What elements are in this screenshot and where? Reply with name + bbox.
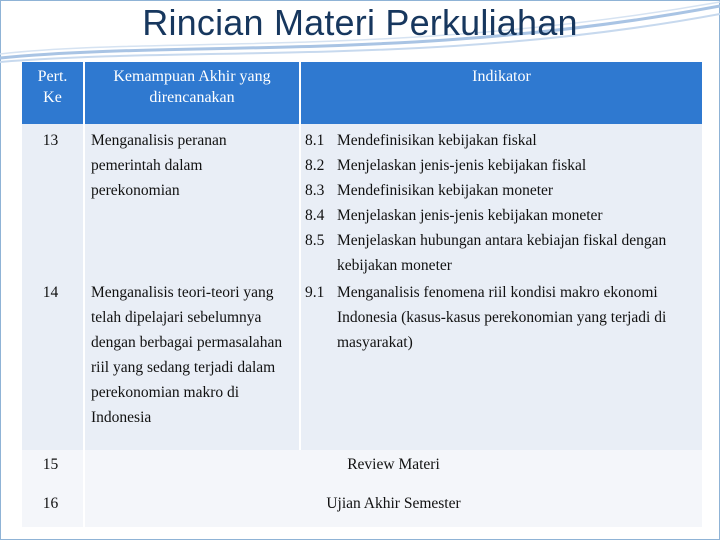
row-merged-content: Review Materi (84, 450, 702, 486)
row-indikator (300, 280, 702, 450)
materi-table (22, 62, 702, 527)
row-pert: 13 (22, 124, 84, 280)
table-header-row (22, 62, 702, 124)
indikator-item: 8.3 Mendefinisikan kebijakan moneter (305, 182, 554, 199)
header-kemampuan: Kemampuan Akhir yang direncanakan (84, 62, 300, 124)
row-pert: 15 (22, 450, 84, 486)
table-row (22, 280, 702, 450)
indikator-item: 8.2 Menjelaskan jenis-jenis kebijakan fiskal (305, 157, 587, 174)
indikator-item: 8.5 Menjelaskan hubungan antara kebiajan fiskal dengan kebijakan moneter (305, 232, 667, 274)
indikator-item: 9.1 Menganalisis fenomena riil kondisi makro ekonomi Indonesia (kasus-kasus perekonomian yang terjadi di masyarakat) (305, 284, 667, 351)
header-pert: Pert. Ke (22, 62, 84, 124)
row-pert: 14 (22, 280, 84, 450)
indikator-item: 8.4 Menjelaskan jenis-jenis kebijakan moneter (305, 207, 603, 224)
row-kemampuan: Menganalisis teori-teori yang telah dipelajari sebelumnya dengan berbagai permasalahan riil yang sedang terjadi dalam perekonomian makro di Indonesia (84, 280, 300, 450)
table-row (22, 450, 702, 486)
indikator-item: 8.1 Mendefinisikan kebijakan fiskal (305, 132, 537, 149)
row-indikator (300, 124, 702, 280)
table-row (22, 486, 702, 527)
table-row (22, 124, 702, 280)
page-title: Rincian Materi Perkuliahan (142, 2, 578, 43)
row-kemampuan: Menganalisis peranan pemerintah dalam perekonomian (84, 124, 300, 280)
row-merged-content: Ujian Akhir Semester (84, 486, 702, 527)
row-pert: 16 (22, 486, 84, 527)
header-indikator: Indikator (300, 62, 702, 124)
